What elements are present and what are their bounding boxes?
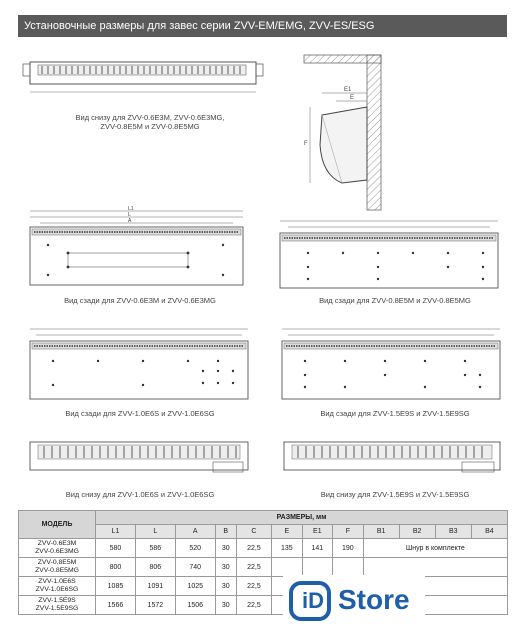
drawing-rear-view-10 (18, 325, 258, 405)
cell: 1085 (96, 577, 136, 596)
col-header: E (272, 525, 303, 539)
cell: 586 (135, 539, 175, 558)
page-title: Установочные размеры для завес серии ZVV-EM/EMG, ZVV-ES/ESG (18, 15, 507, 37)
cell: 22,5 (236, 596, 271, 615)
cell: 30 (215, 596, 236, 615)
table-row (19, 596, 508, 615)
col-header: B2 (399, 525, 435, 539)
cell: 1506 (175, 596, 215, 615)
col-header: B3 (435, 525, 471, 539)
caption-rear-view-08: Вид сзади для ZVV-0.8E5M и ZVV-0.8E5MG (319, 296, 471, 305)
cell: 22,5 (236, 539, 271, 558)
cell: 135 (272, 539, 303, 558)
col-header: E1 (302, 525, 333, 539)
label-f: F (304, 141, 308, 147)
col-header: F (333, 525, 364, 539)
drawing-rear-view-08 (268, 215, 508, 295)
drawing-rear-view-15 (270, 325, 510, 405)
caption-bottom-view-small (50, 113, 250, 131)
note-cell (363, 558, 507, 577)
col-header: L (135, 525, 175, 539)
drawing-bottom-view-10 (18, 436, 258, 486)
logo-store-text: Store (338, 584, 410, 615)
cell (302, 558, 333, 577)
cell: 1566 (96, 596, 136, 615)
cell: 800 (96, 558, 136, 577)
model-cell: ZVV-1.5E9S ZVV-1.5E9SG (19, 596, 96, 615)
table-row (19, 577, 508, 596)
drawing-bottom-view-15 (272, 436, 510, 486)
cell: 141 (302, 539, 333, 558)
caption-bottom-view-15: Вид снизу для ZVV-1.5E9S и ZVV-1.5E9SG (320, 490, 470, 499)
dimensions-table (18, 510, 508, 615)
cell: 806 (135, 558, 175, 577)
label-l1: L1 (128, 206, 134, 212)
label-l: L (128, 212, 131, 218)
table-row (19, 539, 508, 558)
cell: 22,5 (236, 558, 271, 577)
caption-line-1: Вид снизу для ZVV-0.6E3M, ZVV-0.6E3MG, (75, 113, 225, 122)
cell: 740 (175, 558, 215, 577)
caption-rear-view-15: Вид сзади для ZVV-1.5E9S и ZVV-1.5E9SG (320, 409, 470, 418)
dims-header: РАЗМЕРЫ, мм (96, 511, 508, 525)
model-cell: ZVV-1.0E6S ZVV-1.0E6SG (19, 577, 96, 596)
col-header: L1 (96, 525, 136, 539)
note-cell: Шнур в комплекте (363, 539, 507, 558)
col-header: A (175, 525, 215, 539)
cell: 190 (333, 539, 364, 558)
label-e: E (350, 95, 355, 101)
model-cell: ZVV-0.8E5M ZVV-0.8E5MG (19, 558, 96, 577)
drawing-rear-view-06 (18, 205, 253, 290)
cell: 520 (175, 539, 215, 558)
cell: 30 (215, 558, 236, 577)
col-header: C (236, 525, 271, 539)
drawing-bottom-view-small (18, 52, 268, 107)
col-header: B4 (471, 525, 507, 539)
cell (272, 558, 303, 577)
caption-rear-view-10: Вид сзади для ZVV-1.0E6S и ZVV-1.0E6SG (65, 409, 215, 418)
caption-bottom-view-10: Вид снизу для ZVV-1.0E6S и ZVV-1.0E6SG (65, 490, 215, 499)
col-header: B1 (363, 525, 399, 539)
table-row (19, 558, 508, 577)
cell: 22,5 (236, 577, 271, 596)
caption-line-2: ZVV-0.8E5M и ZVV-0.8E5MG (100, 122, 200, 131)
label-a: A (128, 218, 132, 224)
cell: 1572 (135, 596, 175, 615)
col-header: B (215, 525, 236, 539)
logo-id-text: iD (302, 588, 324, 613)
store-logo (283, 575, 425, 629)
logo-badge (289, 581, 331, 621)
caption-rear-view-06: Вид сзади для ZVV-0.6E3M и ZVV-0.6E3MG (64, 296, 216, 305)
cell (333, 558, 364, 577)
cell: 30 (215, 577, 236, 596)
model-header: МОДЕЛЬ (19, 511, 96, 539)
model-cell: ZVV-0.6E3M ZVV-0.6E3MG (19, 539, 96, 558)
cell: 1091 (135, 577, 175, 596)
cell: 30 (215, 539, 236, 558)
label-e1: E1 (344, 87, 352, 93)
drawing-side-mount-view (292, 45, 412, 215)
cell: 1025 (175, 577, 215, 596)
cell: 580 (96, 539, 136, 558)
